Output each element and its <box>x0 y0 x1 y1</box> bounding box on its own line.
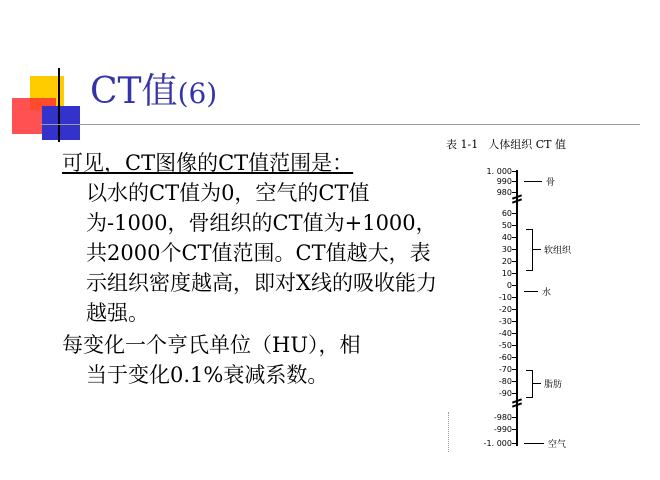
scale-tick-mark <box>512 321 517 322</box>
paragraph-2-rest: 当于变化0.1%衰减系数。 <box>86 363 329 387</box>
scale-tick-label: -90 <box>498 389 512 398</box>
title-main: CT值 <box>90 71 178 112</box>
scale-tick-label: 30 <box>501 245 512 254</box>
ct-value-table-figure <box>446 132 646 462</box>
scale-tick-mark <box>512 261 517 262</box>
soft-tissue-bracket <box>526 229 533 271</box>
scale-tick-label: -20 <box>498 305 512 314</box>
fat-pointer <box>533 383 541 384</box>
scale-tick <box>446 280 524 291</box>
title-sub: (6) <box>177 77 218 110</box>
scale-tick-label: -990 <box>493 425 512 434</box>
tissue-bone: 骨 <box>546 178 556 188</box>
scale-tick <box>446 424 524 435</box>
scale-tick-label: 50 <box>501 221 512 230</box>
scale-tick <box>446 244 524 255</box>
scale-tick <box>446 292 524 303</box>
scale-tick-label: -60 <box>498 353 512 362</box>
scale-tick-label: -40 <box>498 329 512 338</box>
scale-tick-mark <box>512 393 517 394</box>
tissue-water: 水 <box>542 288 552 298</box>
scale-tick-label: -30 <box>498 317 512 326</box>
water-pointer <box>524 291 538 292</box>
scale-tick <box>446 340 524 351</box>
scale-tick <box>446 256 524 267</box>
scale-tick-label: -10 <box>498 293 512 302</box>
scale-tick-mark <box>512 417 517 418</box>
figure-caption-number: 表 1-1 <box>446 138 479 151</box>
scale-tick <box>446 220 524 231</box>
scale-tick-mark <box>512 237 517 238</box>
scale-tick <box>446 438 524 449</box>
title-rule <box>40 124 640 125</box>
paragraph-2-first-line: 每变化一个亨氏单位（HU），相 <box>62 333 361 357</box>
scale-tick-label: 0 <box>506 281 512 290</box>
scale-tick-label: 60 <box>501 209 512 218</box>
scale-tick <box>446 268 524 279</box>
paragraph-1-body: 以水的CT值为0，空气的CT值为-1000，骨组织的CT值为+1000，共2000个CT值范围。CT值越大，表示组织密度越高，即对X线的吸收能力越强。 <box>86 181 437 325</box>
paragraph-1-heading: 可见，CT图像的CT值范围是： <box>62 151 354 175</box>
scale-tick-mark <box>512 429 517 430</box>
scale-tick <box>446 352 524 363</box>
scale-tick <box>446 176 524 187</box>
decor-blue-square <box>42 106 80 140</box>
scale-tick-mark <box>512 273 517 274</box>
scale-tick-label: 980 <box>496 188 512 197</box>
scale-tick <box>446 412 524 423</box>
scale-tick-mark <box>512 345 517 346</box>
scale-tick-mark <box>512 369 517 370</box>
scale-tick-label: 40 <box>501 233 512 242</box>
scale-tick <box>446 304 524 315</box>
body-text <box>62 148 447 390</box>
scale-tick-mark <box>512 181 517 182</box>
scale-tick-label: -50 <box>498 341 512 350</box>
air-pointer <box>524 443 544 444</box>
tissue-soft: 软组织 <box>544 246 572 256</box>
scale-tick-label: 20 <box>501 257 512 266</box>
scale-tick-label: -80 <box>498 377 512 386</box>
scale-tick-mark <box>512 443 517 444</box>
scale-tick-label: -1. 000 <box>483 439 512 448</box>
scale-tick-label: -70 <box>498 365 512 374</box>
scale-tick <box>446 316 524 327</box>
scale-tick-mark <box>512 249 517 250</box>
scale-tick-mark <box>512 285 517 286</box>
scale-tick <box>446 364 524 375</box>
scale-tick-mark <box>512 333 517 334</box>
scale-tick-mark <box>512 225 517 226</box>
scale-tick-label: -980 <box>493 413 512 422</box>
bone-pointer <box>524 181 542 182</box>
figure-caption <box>446 136 566 152</box>
fat-bracket <box>526 370 533 398</box>
tissue-air: 空气 <box>548 440 567 450</box>
scale-tick-mark <box>512 213 517 214</box>
scale-tick-mark <box>512 309 517 310</box>
scale-tick-label: 10 <box>501 269 512 278</box>
slide-title <box>90 70 217 116</box>
scale-tick-label: 990 <box>496 177 512 186</box>
scale-tick-mark <box>512 297 517 298</box>
scale-tick <box>446 328 524 339</box>
soft-tissue-pointer <box>533 249 541 250</box>
scale-tick <box>446 388 524 399</box>
scale-tick <box>446 232 524 243</box>
scale-tick-mark <box>512 381 517 382</box>
scale-tick-mark <box>512 171 517 172</box>
scale-tick-label: 1. 000 <box>486 167 512 176</box>
scale-tick-mark <box>512 192 517 193</box>
tissue-fat: 脂肪 <box>544 380 563 390</box>
scale-tick <box>446 376 524 387</box>
figure-caption-text: 人体组织 CT 值 <box>488 138 566 151</box>
decor-vertical-line <box>58 68 60 142</box>
scale-tick-mark <box>512 357 517 358</box>
scale-tick <box>446 208 524 219</box>
